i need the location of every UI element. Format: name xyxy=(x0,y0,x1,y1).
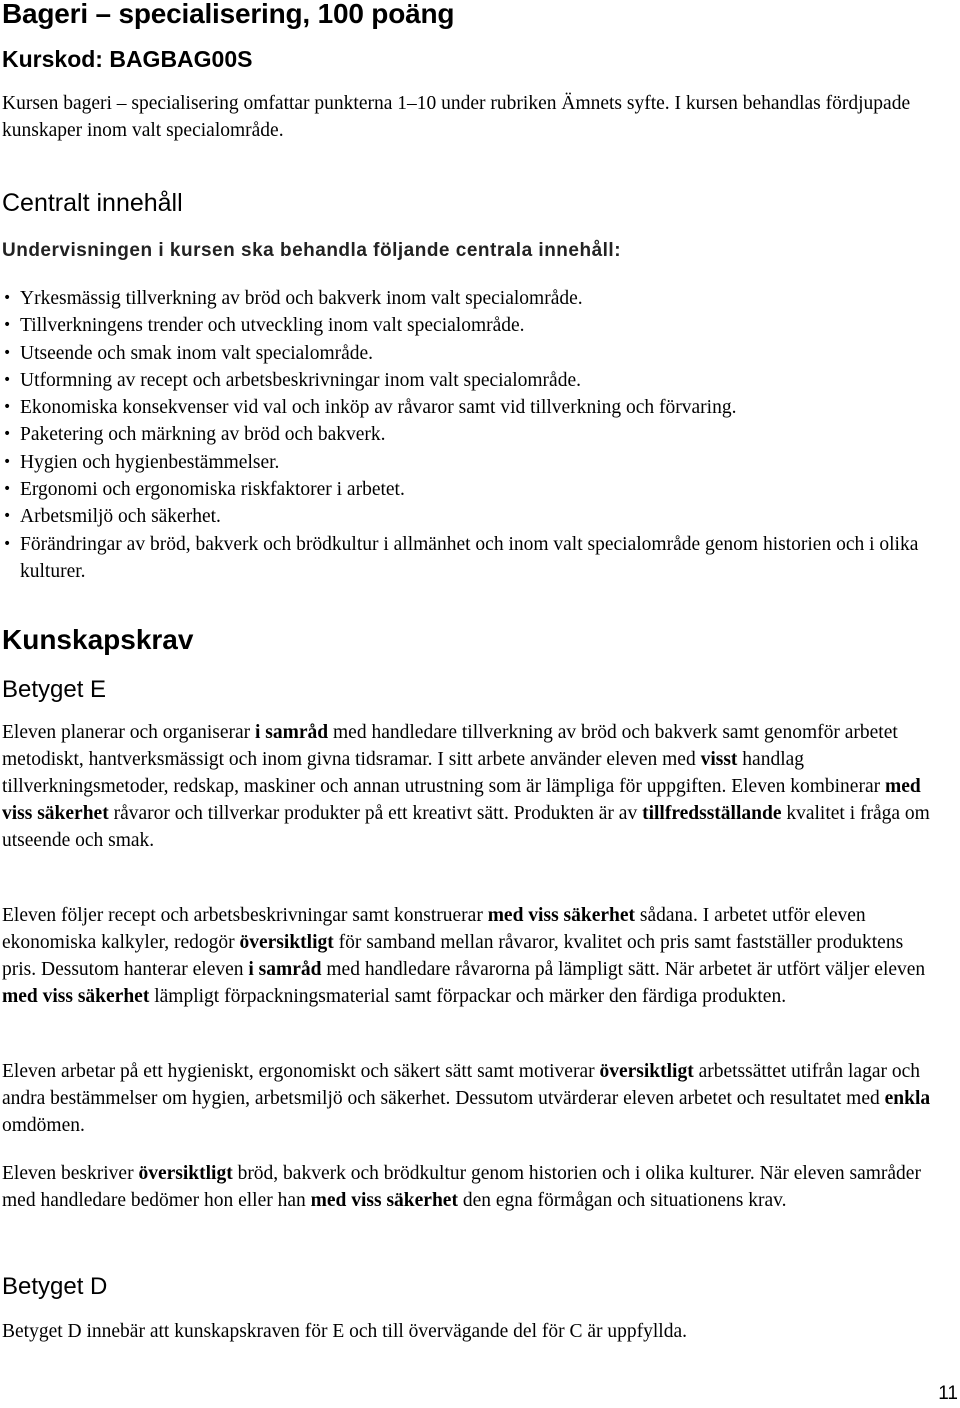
list-item: • Yrkesmässig tillverkning av bröd och bakverk inom valt specialområde. xyxy=(0,285,930,312)
requirements-heading: Kunskapskrav xyxy=(2,624,194,655)
bullet-icon: • xyxy=(3,317,12,334)
list-item: • Tillverkningens trender och utveckling inom valt specialområde. xyxy=(0,312,930,339)
bullet-icon: • xyxy=(3,371,12,388)
bullet-icon: • xyxy=(3,508,12,525)
grade-d-paragraph: Betyget D innebär att kunskapskraven för E och till övervägande del för C är uppfyllda. xyxy=(2,1321,687,1342)
grade-e-paragraph-3: Eleven arbetar på ett hygieniskt, ergonomiskt och säkert sätt samt motiverar översiktligt arbetssättet utifrån lagar och andra bestämmelser om hygien, arbetsmiljö och säkerhet. Dessutom utvärderar eleven arbetet och resultatet med enkla omdömen. xyxy=(2,1061,931,1136)
list-item: • Hygien och hygienbestämmelser. xyxy=(0,449,930,476)
course-intro: Kursen bageri – specialisering omfattar punkterna 1–10 under rubriken Ämnets syfte. I kursen behandlas fördjupade kunskaper inom valt specialområde. xyxy=(2,93,911,141)
list-item: • Paketering och märkning av bröd och bakverk. xyxy=(0,421,930,448)
list-item: • Ergonomi och ergonomiska riskfaktorer i arbetet. xyxy=(0,476,930,503)
list-item: • Arbetsmiljö och säkerhet. xyxy=(0,503,930,530)
central-content-list xyxy=(0,285,930,585)
central-content-heading: Centralt innehåll xyxy=(2,189,183,217)
list-item: • Ekonomiska konsekvenser vid val och inköp av råvaror samt vid tillverkning och förvaring. xyxy=(0,394,930,421)
grade-e-paragraph-1: Eleven planerar och organiserar i samråd med handledare tillverkning av bröd och bakverk samt genomför arbetet metodiskt, hantverksmässigt och inom givna tidsramar. I sitt arbete använder eleven med visst handlag tillverkningsmetoder, redskap, maskiner och annan utrustning som är lämpliga för uppgiften. Eleven kombinerar med viss säkerhet råvaror och tillverkar produkter på ett kreativt sätt. Produkten är av tillfredsställande kvalitet i fråga om utseende och smak. xyxy=(2,722,930,851)
course-code: Kurskod: BAGBAG00S xyxy=(2,46,253,72)
bullet-icon: • xyxy=(3,344,12,361)
course-title: Bageri – specialisering, 100 poäng xyxy=(2,0,455,29)
central-content-subheading: Undervisningen i kursen ska behandla följande centrala innehåll: xyxy=(2,240,622,261)
bullet-icon: • xyxy=(3,290,12,306)
grade-e-heading: Betyget E xyxy=(2,676,107,703)
grade-d-heading: Betyget D xyxy=(2,1273,108,1300)
list-item: • Förändringar av bröd, bakverk och brödkultur i allmänhet och inom valt specialområde genom historien och i olika kulturer. xyxy=(0,531,930,586)
grade-e-paragraph-4: Eleven beskriver översiktligt bröd, bakverk och brödkultur genom historien och i olika kulturer. När eleven samråder med handledare bedömer hon eller han med viss säkerhet den egna förmågan och situationens krav. xyxy=(2,1163,921,1211)
list-item: • Utseende och smak inom valt specialområde. xyxy=(0,340,930,367)
bullet-icon: • xyxy=(3,399,12,416)
bullet-icon: • xyxy=(3,453,12,470)
bullet-icon: • xyxy=(3,481,12,498)
list-item: • Utformning av recept och arbetsbeskrivningar inom valt specialområde. xyxy=(0,367,930,394)
page-number: 11 xyxy=(938,1383,958,1404)
grade-e-paragraph-2: Eleven följer recept och arbetsbeskrivningar samt konstruerar med viss säkerhet sådana. I arbetet utför eleven ekonomiska kalkyler, redogör översiktligt för samband mellan råvaror, kvalitet och pris samt fastställer produktens pris. Dessutom hanterar eleven i samråd med handledare råvarorna på lämpligt sätt. När arbetet är utfört väljer eleven med viss säkerhet lämpligt förpackningsmaterial samt förpackar och märker den färdiga produkten. xyxy=(2,905,926,1007)
bullet-icon: • xyxy=(3,426,12,443)
bullet-icon: • xyxy=(3,535,12,552)
